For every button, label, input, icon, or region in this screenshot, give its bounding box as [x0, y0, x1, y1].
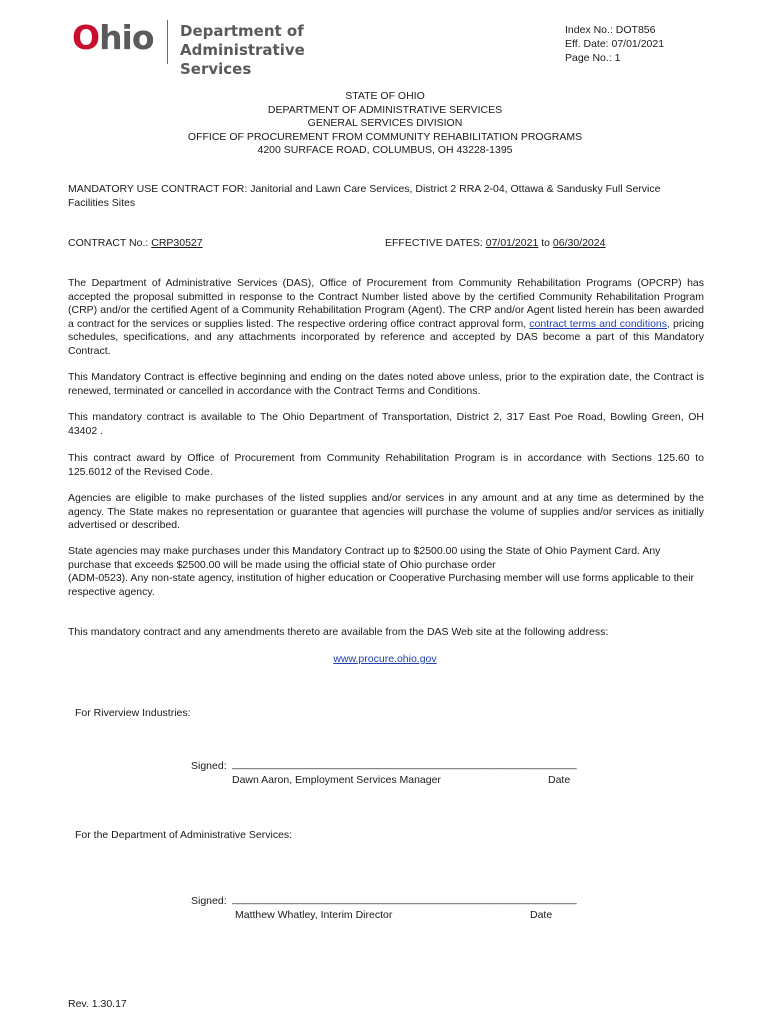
das-signature-line[interactable]: ___________________________________________________________ — [232, 893, 577, 905]
contract-number-value: CRP30527 — [151, 237, 203, 249]
riverview-signature-line[interactable]: ___________________________________________________________ — [232, 758, 577, 770]
end-date: 06/30/2024 — [552, 237, 606, 249]
mandatory-use-contract: MANDATORY USE CONTRACT FOR: Janitorial and Lawn Care Services, District 2 RRA 2-04, Ottawa & Sandusky Full Service Facilities Sites — [68, 183, 661, 209]
contract-number: CONTRACT No.: CRP30527 — [68, 237, 203, 249]
logo-divider — [167, 20, 168, 64]
heading-department: DEPARTMENT OF ADMINISTRATIVE SERVICES — [267, 103, 503, 116]
effective-date: Eff. Date: 07/01/2021 — [565, 38, 665, 50]
website-link-wrap — [0, 653, 770, 665]
paragraph-availability: This mandatory contract is available to The Ohio Department of Transportation, District 2, 317 East Poe Road, Bowling Green, OH 43402 . — [68, 411, 704, 437]
heading-state: STATE OF OHIO — [345, 90, 425, 102]
document-heading — [0, 90, 770, 158]
riverview-date-label: Date — [548, 774, 571, 786]
heading-address: 4200 SURFACE ROAD, COLUMBUS, OH 43228-1395 — [257, 144, 513, 156]
paragraph-revised-code: This contract award by Office of Procurement from Community Rehabilitation Program is in accordance with Sections 125.60 to 125.6012 of the Revised Code. — [68, 452, 704, 478]
index-block — [565, 23, 664, 65]
department-name: Department of Administrative Services — [180, 22, 305, 78]
index-number: Index No.: DOT856 — [565, 24, 656, 36]
paragraph-agency-eligibility: Agencies are eligible to make purchases of the listed supplies and/or services in any amount and at any time as determined by the agency. The State makes no representation or guarantee that agencies will purchase the volume of supplies and/or services as initially advertised or described. — [68, 492, 704, 531]
das-date-label: Date — [530, 909, 553, 921]
riverview-signed-label: Signed: — [191, 760, 227, 772]
riverview-signer-name: Dawn Aaron, Employment Services Manager — [232, 774, 441, 786]
start-date: 07/01/2021 — [485, 237, 539, 249]
heading-division: GENERAL SERVICES DIVISION — [307, 117, 463, 129]
contract-terms-link[interactable]: contract terms and conditions, — [529, 317, 670, 330]
das-signer-name: Matthew Whatley, Interim Director — [235, 909, 393, 921]
paragraph-payment-card: State agencies may make purchases under this Mandatory Contract up to $2500.00 using the State of Ohio Payment Card. Any purchase that exceeds $2500.00 will be made using the official state of Ohio purchase order (ADM-0523). Any non-state agency, institution of higher education or Cooperative Purchasing member will use forms applicable to their respective agency. — [68, 545, 695, 598]
effective-dates: EFFECTIVE DATES: 07/01/2021 to 06/30/2024 — [385, 237, 606, 249]
das-signed-label: Signed: — [191, 895, 227, 907]
das-label: For the Department of Administrative Services: — [75, 829, 293, 841]
ohio-wordmark: Ohio — [72, 18, 154, 57]
heading-office: OFFICE OF PROCUREMENT FROM COMMUNITY REHABILITATION PROGRAMS — [187, 130, 583, 143]
revision-footer: Rev. 1.30.17 — [68, 998, 127, 1010]
page-number: Page No.: 1 — [565, 52, 621, 64]
paragraph-website-notice: This mandatory contract and any amendments thereto are available from the DAS Web site at the following address: — [68, 626, 609, 638]
website-link[interactable]: www.procure.ohio.gov — [333, 653, 437, 665]
paragraph-effective-period: This Mandatory Contract is effective beginning and ending on the dates noted above unless, prior to the expiration date, the Contract is renewed, terminated or cancelled in accordance with the Contract Terms and Conditions. — [68, 371, 704, 397]
paragraph-das-acceptance: The Department of Administrative Services (DAS), Office of Procurement from Community Rehabilitation Programs (OPCRP) has accepted the proposal submitted in response to the Contract Number listed above by the certified Community Rehabilitation Program (CRP) and/or the certified Agent of a Community Rehabilitation Program (Agent). The CRP and/or Agent listed herein has been awarded a contract for the services or supplies listed. The respective ordering office contract approval form, contract terms and conditions, pricing schedules, specifications, and any attachments incorporated by reference and accepted by DAS become a part of this Mandatory Contract. — [68, 277, 704, 357]
riverview-label: For Riverview Industries: — [75, 707, 191, 719]
ohio-das-logo — [72, 18, 362, 78]
